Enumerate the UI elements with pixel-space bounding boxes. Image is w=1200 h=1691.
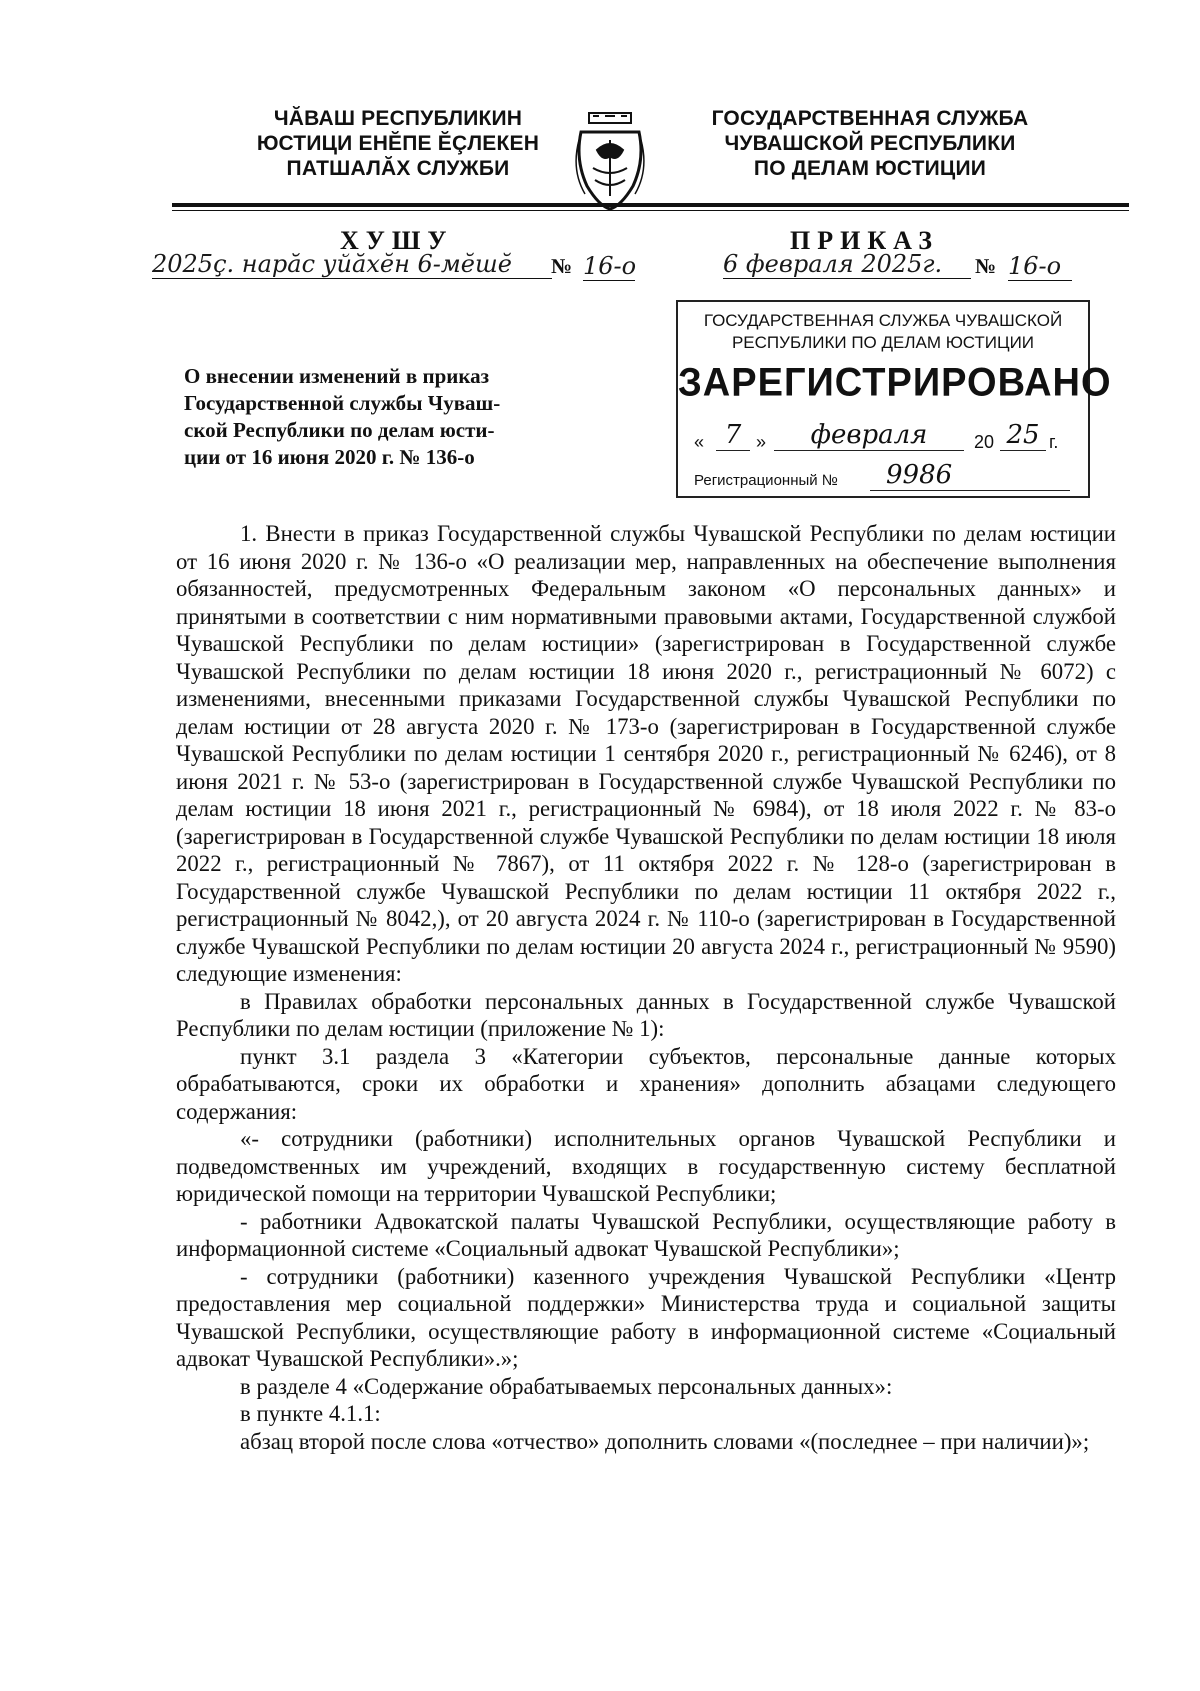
stamp-year-prefix: 20 (974, 432, 995, 452)
stamp-quote-close: » (756, 432, 767, 452)
stamp-reg-number: 9986 (870, 460, 1070, 491)
header-russian (680, 106, 1060, 181)
subject-line: ции от 16 июня 2020 г. № 136-о (184, 445, 475, 469)
stamp-title: ЗАРЕГИСТРИРОВАНО (678, 360, 1112, 406)
handwritten-date-russian: 6 февраля 2025г. (723, 250, 971, 279)
stamp-quote-open: « (694, 432, 705, 452)
header-russian-line: ГОСУДАРСТВЕННАЯ СЛУЖБА (711, 107, 1029, 130)
registration-stamp (676, 300, 1112, 498)
coat-of-arms-emblem (571, 110, 649, 212)
stamp-month: февраля (774, 420, 964, 451)
header-chuvash-line: ЮСТИЦИ ЕНĔПЕ ĔÇЛЕКЕН (256, 132, 540, 155)
doc-type-chuvash: ХУШУ (340, 226, 454, 255)
body-paragraph: в пункте 4.1.1: (240, 1401, 381, 1426)
stamp-registration (694, 462, 1076, 492)
handwritten-number-russian: 16-о (1008, 252, 1072, 281)
header-chuvash-line: ЧĂВАШ РЕСПУБЛИКИН (273, 107, 523, 130)
stamp-year-unit: г. (1049, 432, 1059, 452)
stamp-year-suffix: 25 (1000, 420, 1046, 451)
body-paragraph: в Правилах обработки персональных данных в Государственной службе Чувашской Республики по делам юстиции (приложение № 1): (176, 988, 1116, 1041)
number-label: № (975, 254, 997, 278)
body-paragraph: абзац второй после слова «отчество» дополнить словами «(последнее – при наличии)»; (240, 1428, 1090, 1454)
body-paragraph: пункт 3.1 раздела 3 «Категории субъектов, персональные данные которых обрабатываются, сроки их обработки и хранения» дополнить абзацами следующего содержания: (176, 1043, 1116, 1124)
header-chuvash-line: ПАТШАЛĂХ СЛУЖБИ (286, 157, 510, 180)
header-russian-line: ПО ДЕЛАМ ЮСТИЦИИ (753, 157, 987, 180)
header-divider (172, 203, 1129, 207)
header-russian-line: ЧУВАШСКОЙ РЕСПУБЛИКИ (724, 132, 1016, 155)
stamp-organization: ГОСУДАРСТВЕННАЯ СЛУЖБА ЧУВАШСКОЙ РЕСПУБЛИКИ ПО ДЕЛАМ ЮСТИЦИИ (703, 311, 1063, 352)
stamp-reg-label: Регистрационный № (694, 472, 838, 489)
body-paragraph: в разделе 4 «Содержание обрабатываемых персональных данных»: (240, 1373, 893, 1399)
doc-type-russian: ПРИКАЗ (790, 226, 940, 255)
subject-line: Государственной службы Чуваш- (184, 391, 501, 415)
handwritten-date-chuvash: 2025ç. нарăс уйăхĕн 6-мĕшĕ (152, 250, 552, 279)
body-paragraph: 1. Внести в приказ Государственной службы Чувашской Республики по делам юстиции от 16 июня 2020 г. № 136-о «О реализации мер, направленных на обеспечение выполнения обязанностей, предусмотренных Федеральным законом «О персональных данных» и принятыми в соответствии с ним нормативными правовыми актами, Государственной службой Чувашской Республики по делам юстиции» (зарегистрирован в Государственной службе Чувашской Республики по делам юстиции 18 июня 2020 г., регистрационный № 6072) с изменениями, внесенными приказами Государственной службы Чувашской Республики по делам юстиции от 28 августа 2020 г. № 173-о (зарегистрирован в Государственной службе Чувашской Республики по делам юстиции 1 сентября 2020 г., регистрационный № 6246), от 8 июня 2021 г. № 53-о (зарегистрирован в Государственной службе Чувашской Республики по делам юстиции 18 июня 2021 г., регистрационный № 6984), от 18 июля 2022 г. № 83-о (зарегистрирован в Государственной службе Чувашской Республики по делам юстиции 18 июля 2022 г., регистрационный № 7867), от 11 октября 2022 г. № 128-о (зарегистрирован в Государственной службе Чувашской Республики по делам юстиции 11 октября 2022 г., регистрационный № 8042,), от 20 августа 2024 г. № 110-о (зарегистрирован в Государственной службе Чувашской Республики по делам юстиции 20 августа 2024 г., регистрационный № 9590) следующие изменения: (176, 521, 1116, 986)
stamp-date (694, 420, 1076, 454)
header-chuvash (208, 106, 588, 181)
body-paragraph: «- сотрудники (работники) исполнительных органов Чувашской Республики и подведомственных им учреждений, входящих в государственную систему бесплатной юридической помощи на территории Чувашской Республики; (176, 1126, 1116, 1206)
header-divider-thin (172, 210, 1129, 211)
document-subject (184, 363, 582, 471)
subject-line: ской Республики по делам юсти- (184, 418, 495, 442)
stamp-day: 7 (716, 420, 750, 451)
body-paragraph: - работники Адвокатской палаты Чувашской Республики, осуществляющие работу в информационной системе «Социальный адвокат Чувашской Республики»; (176, 1208, 1116, 1261)
number-label: № (551, 254, 573, 278)
handwritten-number-chuvash: 16-о (583, 252, 637, 280)
subject-line: О внесении изменений в приказ (184, 364, 490, 388)
body-paragraph: - сотрудники (работники) казенного учреждения Чувашской Республики «Центр предоставления мер социальной поддержки» Министерства труда и социальной защиты Чувашской Республики, осуществляющие работу в информационной системе «Социальный адвокат Чувашской Республики».»; (176, 1263, 1116, 1371)
document-body (176, 520, 1116, 1455)
